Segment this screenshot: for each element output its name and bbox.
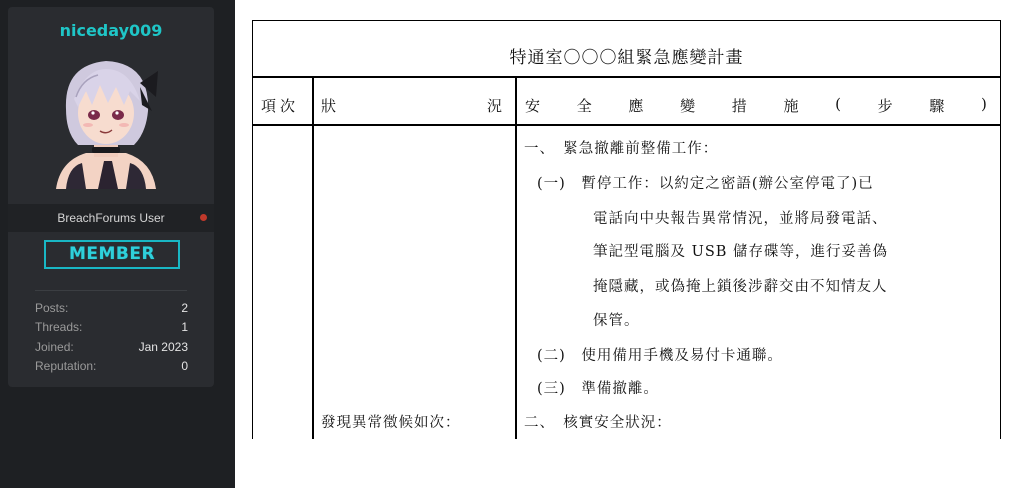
- measure-line: (二) 使用備用手機及易付卡通聯。: [537, 348, 783, 364]
- document-title: 特通室〇〇〇組緊急應變計畫: [509, 48, 744, 68]
- stat-reputation: [35, 359, 188, 375]
- stat-value[interactable]: 0: [181, 359, 188, 373]
- document-table: [252, 20, 1001, 439]
- post-attachment-image: [235, 0, 1024, 488]
- header-status-end: 況: [487, 97, 503, 115]
- stat-value[interactable]: 1: [181, 320, 188, 334]
- header-measures-char: 施: [783, 97, 799, 115]
- header-measures-char: 步: [877, 97, 893, 115]
- table-rule: [253, 124, 1000, 126]
- offline-status-icon: [200, 214, 207, 221]
- header-measures-char: (: [835, 95, 841, 113]
- user-title: BreachForums User: [57, 211, 165, 225]
- stat-label: Reputation:: [35, 359, 97, 373]
- header-measures-char: 應: [628, 97, 644, 115]
- header-item: 項次: [261, 97, 300, 115]
- header-measures-char: 驟: [929, 97, 945, 115]
- stat-joined: [35, 340, 188, 356]
- stat-value[interactable]: 2: [181, 301, 188, 315]
- stat-threads: [35, 320, 188, 336]
- table-rule: [253, 76, 1000, 78]
- measure-line: 電話向中央報告異常情況，並將局發電話、: [593, 211, 888, 227]
- header-measures: [525, 95, 987, 116]
- measure-line: 掩隱藏，或偽掩上鎖後涉辭交由不知情友人: [593, 279, 888, 295]
- username-link[interactable]: niceday009: [59, 21, 163, 40]
- rank-badge: MEMBER: [44, 240, 180, 269]
- user-profile-card: [8, 7, 214, 387]
- stat-label: Joined:: [35, 340, 74, 354]
- table-column-divider: [515, 76, 517, 439]
- header-measures-char: 全: [576, 97, 592, 115]
- usertitle-bar: [8, 204, 214, 232]
- stat-label: Threads:: [35, 320, 83, 334]
- measure-line: 二、 核實安全狀況：: [524, 415, 672, 431]
- header-measures-char: 安: [525, 97, 541, 115]
- measure-line: 保管。: [593, 313, 640, 329]
- header-status-start: 狀: [321, 97, 337, 115]
- measure-line: 筆記型電腦及 USB 儲存碟等，進行妥善偽: [593, 244, 889, 260]
- header-measures-char: ): [981, 95, 987, 113]
- stat-label: Posts:: [35, 301, 69, 315]
- header-measures-char: 措: [731, 97, 747, 115]
- measure-line: (一) 暫停工作：以約定之密語(辦公室停電了)已: [537, 176, 874, 192]
- measure-line: (三) 準備撤離。: [537, 381, 659, 397]
- status-cell-text: 發現異常徵候如次：: [321, 415, 461, 431]
- stat-posts: [35, 301, 188, 317]
- header-measures-char: 變: [680, 97, 696, 115]
- stats-divider: [35, 290, 187, 291]
- table-column-divider: [312, 76, 314, 439]
- measure-line: 一、 緊急撤離前整備工作：: [524, 141, 719, 157]
- stat-value: Jan 2023: [138, 340, 188, 354]
- user-avatar[interactable]: [46, 49, 166, 189]
